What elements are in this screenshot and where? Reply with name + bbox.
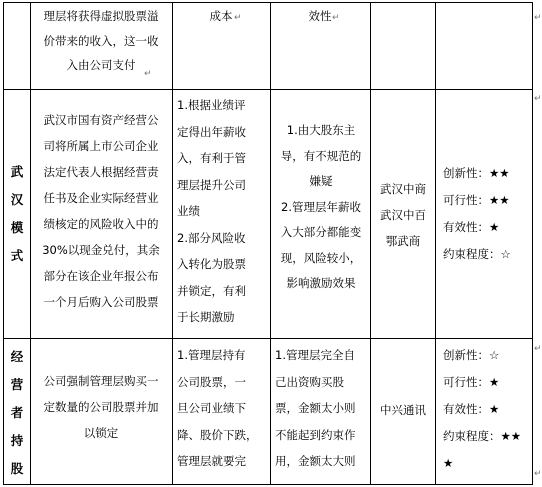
table-border-bottom [3,484,532,485]
cell-cost-holding: 1.管理层持有 公司股票，一 旦公司业绩下 降、股价下跌， 管理层就要完 [177,348,258,468]
table-col-divider [435,2,436,485]
paragraph-mark: ↵ [332,13,340,23]
cell-desc-top: 理层将获得虚拟股票溢 价带来的收入，这一收 入由公司支付 [43,9,159,72]
cell-label-wuhan-model: 武 汉 模 式 [10,164,24,263]
table-border-top [3,2,532,3]
paragraph-mark: ↵ [534,469,542,479]
table-col-divider [172,2,173,485]
cell-desc-holding: 公司强制管理层购买一 定数量的公司股票并加 以锁定 [43,374,159,440]
cell-companies-wuhan: 武汉中商 武汉中百 鄂武商 [380,182,426,248]
table-row-divider [3,338,532,339]
cell-cost-wuhan: 1.根据业绩评 定得出年薪收 入，有利于管 理层提升公司 业绩 2.部分风险收 入转化为股票 并锁定，有利 于长期激励 [177,98,246,324]
cell-cost-header: 成本 [209,9,233,23]
paragraph-mark: ↵ [144,69,152,79]
table-row-divider [3,89,532,90]
cell-ratings-wuhan: 创新性：★★ 可行性：★★ 有效性：★ 约束程度：☆ [443,166,511,261]
table-col-divider [30,2,31,485]
cell-label-manager-shareholding: 经 营 者 持 股 [10,349,24,476]
cell-desc-wuhan: 武汉市国有资产经营公 司将所属上市公司企业 法定代表人根据经营责 任书及企业实际经营业 绩核定的风险收入中的 30%以现金兑付，其余 部分在该企业年报公布 一个月后购入公司股票 [42,113,160,309]
cell-ratings-holding: 创新性：☆ 可行性：★ 有效性：★ 约束程度：★★ ★ [443,348,522,470]
paragraph-mark: ↵ [534,13,542,23]
cell-effect-header: 效性 [308,9,332,23]
table-col-divider [270,2,271,485]
cell-effect-wuhan: 1.由大股东主 导，有不规范的 嫌疑 2.管理层年薪收 入大部分都能变 现，风险较小， 影响激励效果 [280,123,362,290]
cell-companies-holding: 中兴通讯 [380,403,426,417]
paragraph-mark: ↵ [534,344,542,354]
paragraph-mark: ↵ [234,13,242,23]
cell-effect-holding: 1.管理层完全自 己出资购买股 票，金额太小则 不能起到约束作 用，金额太大则 [275,348,356,468]
paragraph-mark: ↵ [534,94,542,104]
table-col-divider [370,2,371,485]
